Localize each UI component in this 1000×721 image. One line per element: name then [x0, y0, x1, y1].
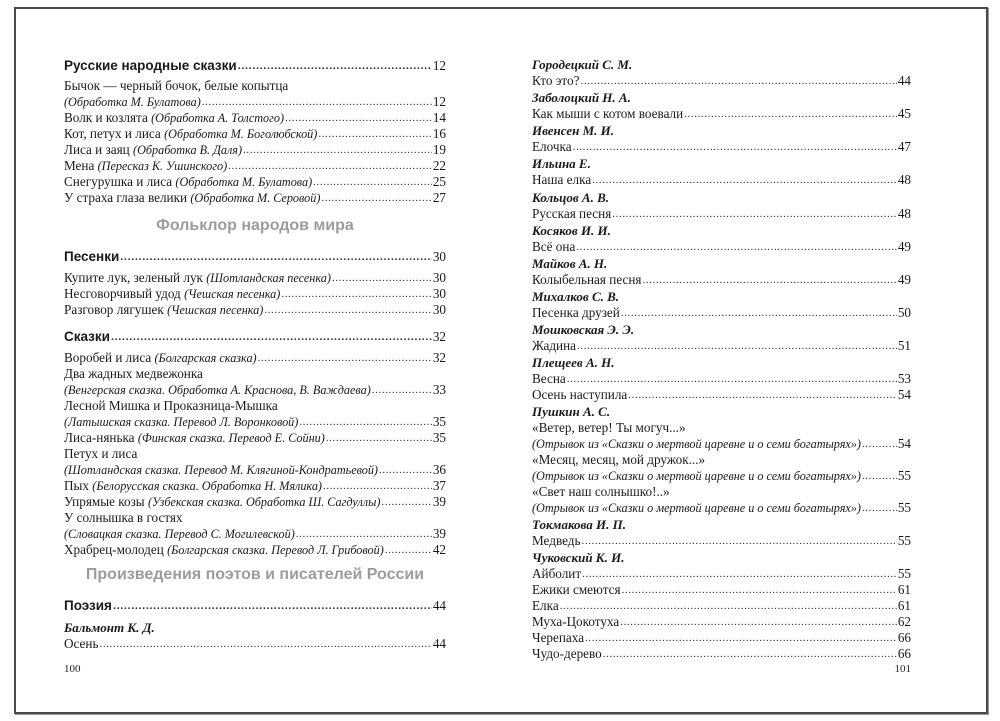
toc-entry[interactable]: (Отрывок из «Сказки о мертвой царевне и о семи богатырях») ..... 55 [532, 500, 911, 516]
toc-entry[interactable]: Как мыши с котом воевали ..... 45 [532, 106, 911, 122]
toc-entry[interactable]: (Отрывок из «Сказки о мертвой царевне и о семи богатырях») ..... 55 [532, 468, 911, 484]
author-name: Ивенсен М. И. [532, 123, 615, 138]
author-name: Городецкий С. М. [532, 57, 633, 72]
leader-dots [238, 58, 432, 74]
toc-entry[interactable]: Айболит ..... 55 [532, 566, 911, 582]
author-name: Ильина Е. [532, 156, 591, 171]
toc-entry[interactable]: Жадина ..... 51 [532, 338, 911, 354]
toc-entry[interactable]: Осень ..... 44 [64, 636, 446, 652]
toc-entry-title: Петух и лиса [64, 446, 138, 461]
toc-entry[interactable]: (Латышская сказка. Перевод Л. Воронковой) ..... 35 [64, 414, 446, 430]
toc-entry-title: «Ветер, ветер! Ты могуч...» [532, 420, 686, 435]
toc-entry[interactable]: Елочка ..... 47 [532, 139, 911, 155]
toc-entry[interactable]: Волк и козлята (Обработка А. Толстого) ..... 14 [64, 110, 446, 126]
author-name: Заболоцкий Н. А. [532, 90, 631, 105]
author-name: Мошковская Э. Э. [532, 322, 635, 337]
toc-entry[interactable]: Осень наступила ..... 54 [532, 387, 911, 403]
toc-entry[interactable]: (Отрывок из «Сказки о мертвой царевне и о семи богатырях») ..... 54 [532, 436, 911, 452]
author-name: Бальмонт К. Д. [64, 620, 155, 635]
author-name: Майков А. Н. [532, 256, 608, 271]
toc-entry[interactable]: Снегурушка и лиса (Обработка М. Булатова) ..... 25 [64, 174, 446, 190]
section-title-russian-authors: Произведения поэтов и писателей России [85, 566, 425, 583]
toc-entry[interactable]: Пых (Белорусская сказка. Обработка Н. Мялика) ..... 37 [64, 478, 446, 494]
toc-entry[interactable]: Лиса и заяц (Обработка В. Даля) ..... 19 [64, 142, 446, 158]
toc-entry[interactable]: Кто это? ..... 44 [532, 73, 911, 89]
toc-entry[interactable]: Храбрец-молодец (Болгарская сказка. Перевод Л. Грибовой) ..... 42 [64, 542, 446, 558]
toc-entry[interactable]: Упрямые козы (Узбекская сказка. Обработка Ш. Сагдуллы) ..... 39 [64, 494, 446, 510]
toc-entry[interactable]: Муха-Цокотуха ..... 62 [532, 614, 911, 630]
toc-entry[interactable]: Купите лук, зеленый лук (Шотландская песенка) ..... 30 [64, 270, 446, 286]
toc-entry[interactable]: У страха глаза велики (Обработка М. Серовой) ..... 27 [64, 190, 446, 206]
author-name: Кольцов А. В. [532, 190, 609, 205]
toc-entry[interactable]: Елка ..... 61 [532, 598, 911, 614]
toc-entry[interactable]: Колыбельная песня ..... 49 [532, 272, 911, 288]
section-title-world-folklore: Фольклор народов мира [156, 217, 354, 234]
toc-entry-title: «Месяц, месяц, мой дружок...» [532, 452, 706, 467]
toc-entry[interactable]: Кот, петух и лиса (Обработка М. Боголюбской) ..... 16 [64, 126, 446, 142]
author-name: Чуковский К. И. [532, 550, 625, 565]
page-number-right: 101 [894, 663, 911, 675]
toc-entry-title: Два жадных медвежонка [64, 366, 203, 381]
toc-entry[interactable]: Всё она ..... 49 [532, 239, 911, 255]
toc-entry[interactable]: Мена (Пересказ К. Ушинского) ..... 22 [64, 158, 446, 174]
toc-entry[interactable]: Несговорчивый удод (Чешская песенка) ..... 30 [64, 286, 446, 302]
toc-entry[interactable]: Весна ..... 53 [532, 371, 911, 387]
toc-heading-tales[interactable]: Сказки ..... 32 [64, 329, 446, 345]
page-number-left: 100 [64, 663, 81, 675]
author-name: Плещеев А. Н. [532, 355, 615, 370]
toc-entry-title: «Свет наш солнышко!..» [532, 484, 670, 499]
author-name: Михалков С. В. [532, 289, 620, 304]
toc-entry[interactable]: (Обработка М. Булатова) ..... 12 [64, 94, 446, 110]
toc-entry-title: Лесной Мишка и Проказница-Мышка [64, 398, 278, 413]
toc-entry[interactable]: (Словацкая сказка. Перевод С. Могилевской) ..... 39 [64, 526, 446, 542]
author-name: Косяков И. И. [532, 223, 611, 238]
toc-entry[interactable]: Песенка друзей ..... 50 [532, 305, 911, 321]
toc-entry[interactable]: Русская песня ..... 48 [532, 206, 911, 222]
toc-heading-poetry[interactable]: Поэзия ..... 44 [64, 598, 446, 614]
toc-entry-title: У солнышка в гостях [64, 510, 183, 525]
toc-entry[interactable]: Ежики смеются ..... 61 [532, 582, 911, 598]
toc-entry[interactable]: Наша елка ..... 48 [532, 172, 911, 188]
toc-entry[interactable]: (Шотландская сказка. Перевод М. Клягиной-Кондратьевой) ..... 36 [64, 462, 446, 478]
toc-entry[interactable]: Лиса-нянька (Финская сказка. Перевод Е. Сойни) ..... 35 [64, 430, 446, 446]
toc-heading-songs[interactable]: Песенки ..... 30 [64, 249, 446, 265]
toc-entry[interactable]: (Венгерская сказка. Обработка А. Краснова, В. Важдаева) ..... 33 [64, 382, 446, 398]
author-name: Токмакова И. П. [532, 517, 627, 532]
toc-entry[interactable]: Черепаха ..... 66 [532, 630, 911, 646]
toc-entry[interactable]: Медведь ..... 55 [532, 533, 911, 549]
toc-entry-title: Бычок — черный бочок, белые копытца [64, 78, 289, 93]
toc-entry[interactable]: Разговор лягушек (Чешская песенка) ..... 30 [64, 302, 446, 318]
toc-entry[interactable]: Воробей и лиса (Болгарская сказка) ..... 32 [64, 350, 446, 366]
toc-entry[interactable]: Чудо-дерево ..... 66 [532, 646, 911, 662]
author-name: Пушкин А. С. [532, 404, 611, 419]
toc-heading-russian-tales[interactable]: Русские народные сказки ..... 12 [64, 58, 446, 74]
